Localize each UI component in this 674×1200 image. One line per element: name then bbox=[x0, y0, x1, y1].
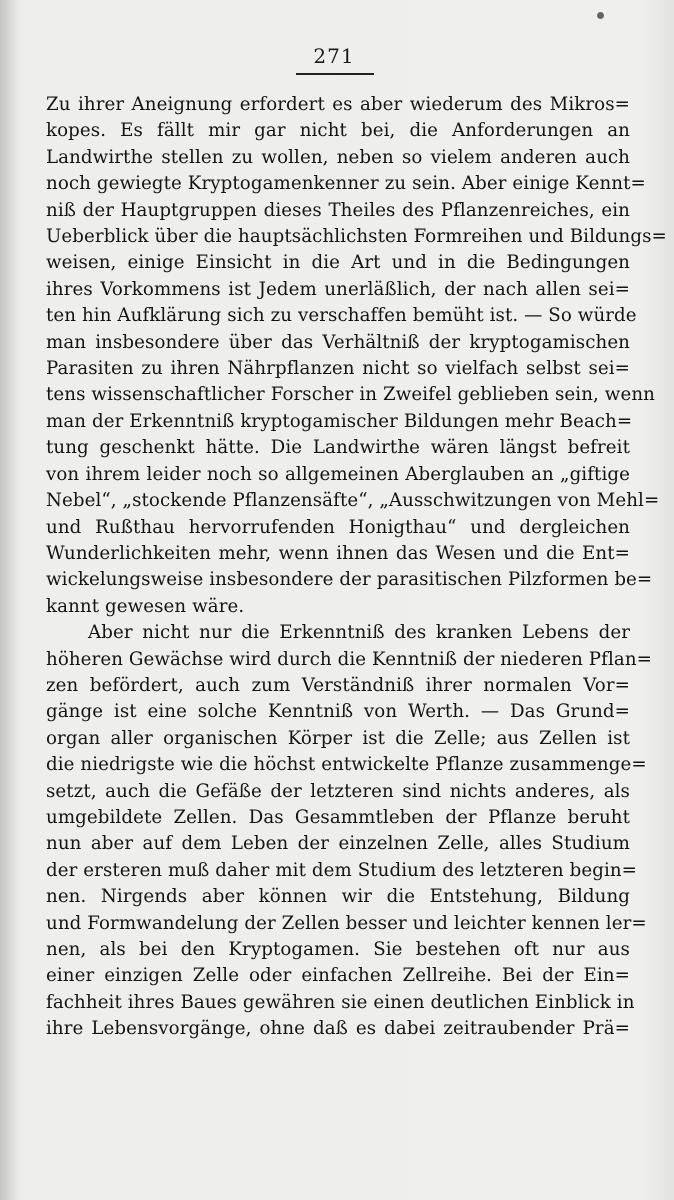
text-line: nen. Nirgends aber können wir die Entstehung, Bildung bbox=[46, 886, 630, 908]
text-line: organ aller organischen Körper ist die Zelle; aus Zellen ist bbox=[46, 727, 630, 749]
text-line: kopes. Es fällt mir gar nicht bei, die Anforderungen an bbox=[46, 120, 630, 142]
body-text bbox=[46, 92, 667, 1043]
text-line: und Formwandelung der Zellen besser und leichter kennen ler= bbox=[46, 912, 647, 934]
page-number: 271 bbox=[313, 44, 355, 68]
text-line: gänge ist eine solche Kenntniß von Werth. — Das Grund= bbox=[46, 701, 630, 723]
text-line: Zu ihrer Aneignung erfordert es aber wiederum des Mikros= bbox=[46, 94, 630, 115]
paragraph-end-line: kannt gewesen wäre. bbox=[46, 595, 245, 617]
text-line: noch gewiegte Kryptogamenkenner zu sein. Aber einige Kennt= bbox=[46, 173, 646, 195]
ink-speck bbox=[597, 12, 604, 19]
text-line: ihre Lebensvorgänge, ohne daß es dabei zeitraubender Prä= bbox=[46, 1018, 630, 1040]
page-number-rule bbox=[296, 73, 374, 75]
text-line: Parasiten zu ihren Nährpflanzen nicht so vielfach selbst sei= bbox=[46, 358, 630, 380]
text-line: der ersteren muß daher mit dem Studium des letzteren begin= bbox=[46, 859, 638, 881]
text-line: ihres Vorkommens ist Jedem unerläßlich, der nach allen sei= bbox=[46, 278, 630, 300]
text-line: wickelungsweise insbesondere der parasitischen Pilzformen be= bbox=[46, 569, 653, 591]
text-line: man der Erkenntniß kryptogamischer Bildungen mehr Beach= bbox=[46, 410, 633, 432]
text-line: man insbesondere über das Verhältniß der kryptogamischen bbox=[46, 331, 630, 353]
text-line: Wunderlichkeiten mehr, wenn ihnen das Wesen und die Ent= bbox=[46, 542, 630, 564]
text-line: tens wissenschaftlicher Forscher in Zweifel geblieben sein, wenn bbox=[46, 384, 655, 406]
text-line: nun aber auf dem Leben der einzelnen Zelle, alles Studium bbox=[46, 833, 630, 855]
gutter-shadow bbox=[0, 0, 22, 1200]
text-line: niß der Hauptgruppen dieses Theiles des Pflanzenreiches, ein bbox=[46, 199, 630, 221]
text-line: höheren Gewächse wird durch die Kenntniß der niederen Pflan= bbox=[46, 648, 652, 670]
text-line: setzt, auch die Gefäße der letzteren sind nichts anderes, als bbox=[46, 780, 630, 802]
text-line: von ihrem leider noch so allgemeinen Aberglauben an „giftige bbox=[46, 463, 630, 485]
text-line: Landwirthe stellen zu wollen, neben so vielem anderen auch bbox=[46, 146, 630, 168]
text-line: und Rußthau hervorrufenden Honigthau“ und dergleichen bbox=[46, 516, 630, 538]
text-line: zen befördert, auch zum Verständniß ihrer normalen Vor= bbox=[46, 674, 630, 696]
text-line: nen, als bei den Kryptogamen. Sie bestehen oft nur aus bbox=[46, 939, 630, 960]
text-line: die niedrigste wie die höchst entwickelte Pflanze zusammenge= bbox=[46, 754, 647, 776]
text-line: Nebel“, „stockende Pflanzensäfte“, „Ausschwitzungen von Mehl= bbox=[46, 490, 660, 512]
text-line: weisen, einige Einsicht in die Art und in die Bedingungen bbox=[46, 252, 630, 274]
text-line: umgebildete Zellen. Das Gesammtleben der Pflanze beruht bbox=[46, 806, 630, 828]
text-line: tung geschenkt hätte. Die Landwirthe wären längst befreit bbox=[46, 437, 630, 459]
text-line: einer einzigen Zelle oder einfachen Zellreihe. Bei der Ein= bbox=[46, 965, 630, 987]
paragraph-start-line: Aber nicht nur die Erkenntniß des kranken Lebens der bbox=[88, 622, 630, 644]
text-line: Ueberblick über die hauptsächlichsten Formreihen und Bildungs= bbox=[46, 226, 667, 248]
text-line: fachheit ihres Baues gewähren sie einen deutlichen Einblick in bbox=[46, 991, 635, 1013]
text-line: ten hin Aufklärung sich zu verschaffen bemüht ist. — So würde bbox=[46, 305, 637, 327]
